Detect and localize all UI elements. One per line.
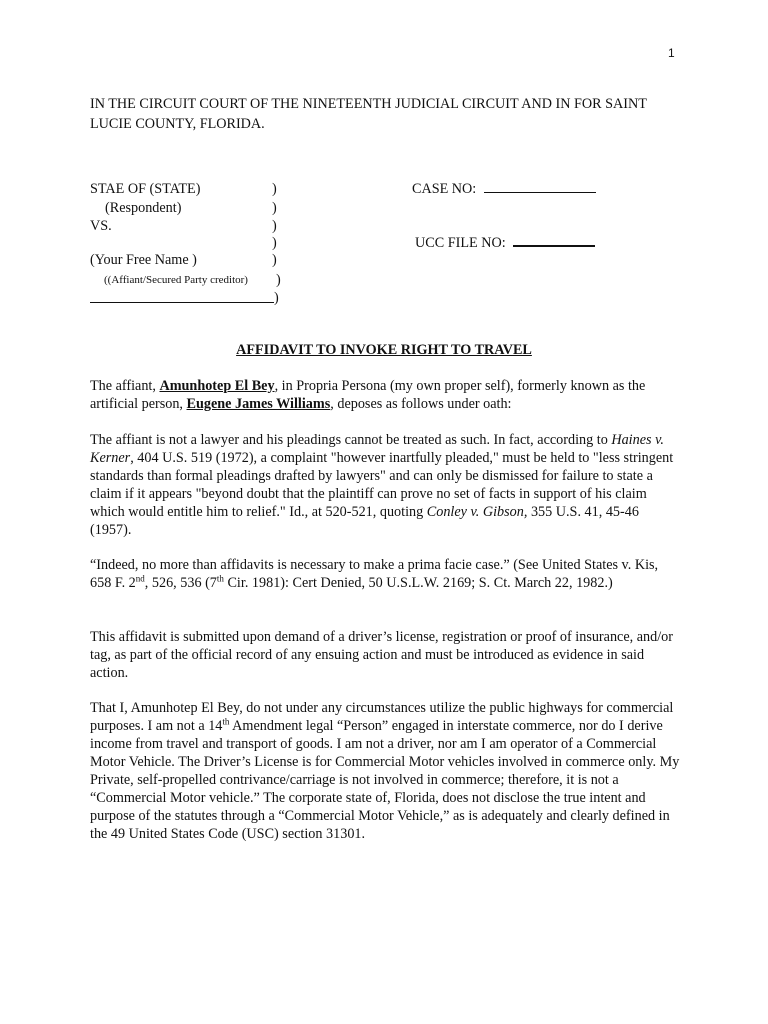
caption-paren: ) <box>272 181 277 197</box>
caption-paren: ) <box>272 235 277 251</box>
court-heading: IN THE CIRCUIT COURT OF THE NINETEENTH JUDICIAL CIRCUIT AND IN FOR SAINT LUCIE COUNTY, FLORIDA. <box>90 96 647 132</box>
paragraph-prima-facie <box>90 556 680 592</box>
caption-free-name: (Your Free Name ) <box>90 252 197 268</box>
page-number: 1 <box>668 46 675 60</box>
affiant-name: Amunhotep El Bey <box>159 378 275 394</box>
p5-text: Amendment legal “Person” engaged in interstate commerce, nor do I derive income from travel and transport of goods. I am not a driver, nor am I am operator of a Commercial Motor Vehicle. The Driver’s License is for Commercial Motor vehicles involved in commerce only. My Private, self-propelled contrivance/carriage is not involved in commerce; therefore, it is not a “Commercial Motor vehicle.” The corporate state of, Florida, does not disclose the true intent and purpose of the statutes through a “Commercial Motor Vehicle,” as is adequately and clearly defined in the 49 United States Code (USC) section 31301. <box>90 718 680 842</box>
paragraph-commercial-purposes <box>90 699 680 843</box>
caption-paren: ) <box>274 290 279 306</box>
artificial-person-name: Eugene James Williams <box>186 396 331 412</box>
p1-text: , in Propria Persona (my own proper self), formerly known as the artificial person, <box>90 378 646 412</box>
case-number-label: CASE NO: <box>412 181 477 197</box>
superscript: th <box>216 573 224 584</box>
document-title: AFFIDAVIT TO INVOKE RIGHT TO TRAVEL <box>236 342 532 358</box>
ucc-file-field <box>415 234 595 252</box>
paragraph-not-lawyer <box>90 431 680 539</box>
caption-affiant: ((Affiant/Secured Party creditor) <box>104 274 248 286</box>
p2-text: , 404 U.S. 519 (1972), a complaint "however inartfully pleaded," must be held to "less stringent standards than formal pleadings drafted by lawyers" and can only be dismissed for failure to state a claim if it appears "beyond doubt that the plaintiff can prove no set of facts in support of his claim which would entitle him to relief." Id., at 520-521, quoting <box>90 450 674 520</box>
case-number-blank <box>484 182 596 193</box>
superscript: nd <box>135 573 145 584</box>
caption-paren: ) <box>272 218 277 234</box>
p1-text: , deposes as follows under oath: <box>330 396 512 412</box>
caption-signature-line <box>90 289 274 303</box>
caption-paren: ) <box>276 272 281 288</box>
p2-text: The affiant is not a lawyer and his pleadings cannot be treated as such. In fact, according to <box>90 432 612 448</box>
case-number-field <box>412 180 596 198</box>
caption-state: STAE OF (STATE) <box>90 181 201 197</box>
paragraph-affiant-intro <box>90 377 680 413</box>
caption-paren: ) <box>272 200 277 216</box>
ucc-file-blank <box>513 235 595 247</box>
paragraph-affidavit-submitted: This affidavit is submitted upon demand of a driver’s license, registration or proof of insurance, and/or tag, as part of the official record of any ensuing action and must be introduced as evidence in said action. <box>90 629 673 681</box>
p3-text: , 526, 536 (7 <box>144 575 217 591</box>
case-citation: Conley v. Gibson, <box>426 504 528 520</box>
p2-text: 355 U.S. 41, 45-46 (1957). <box>90 504 639 538</box>
ucc-file-label: UCC FILE NO: <box>415 235 506 251</box>
caption-affiant-text: (Affiant/Secured Party creditor) <box>107 274 248 286</box>
caption-respondent: (Respondent) <box>105 200 182 216</box>
superscript: th <box>222 716 230 727</box>
p5-text: That I, Amunhotep El Bey, do not under any circumstances utilize the public highways for commercial purposes. I am not a 14 <box>90 700 674 734</box>
case-citation: Haines v. Kerner <box>90 432 664 466</box>
p1-text: The affiant, <box>90 378 160 394</box>
p3-text: “Indeed, no more than affidavits is necessary to make a prima facie case.” (See United States v. Kis, 658 F. 2 <box>90 557 659 591</box>
caption-paren: ) <box>272 252 277 268</box>
caption-vs: VS. <box>90 218 112 234</box>
p3-text: Cir. 1981): Cert Denied, 50 U.S.L.W. 2169; S. Ct. March 22, 1982.) <box>223 575 613 591</box>
